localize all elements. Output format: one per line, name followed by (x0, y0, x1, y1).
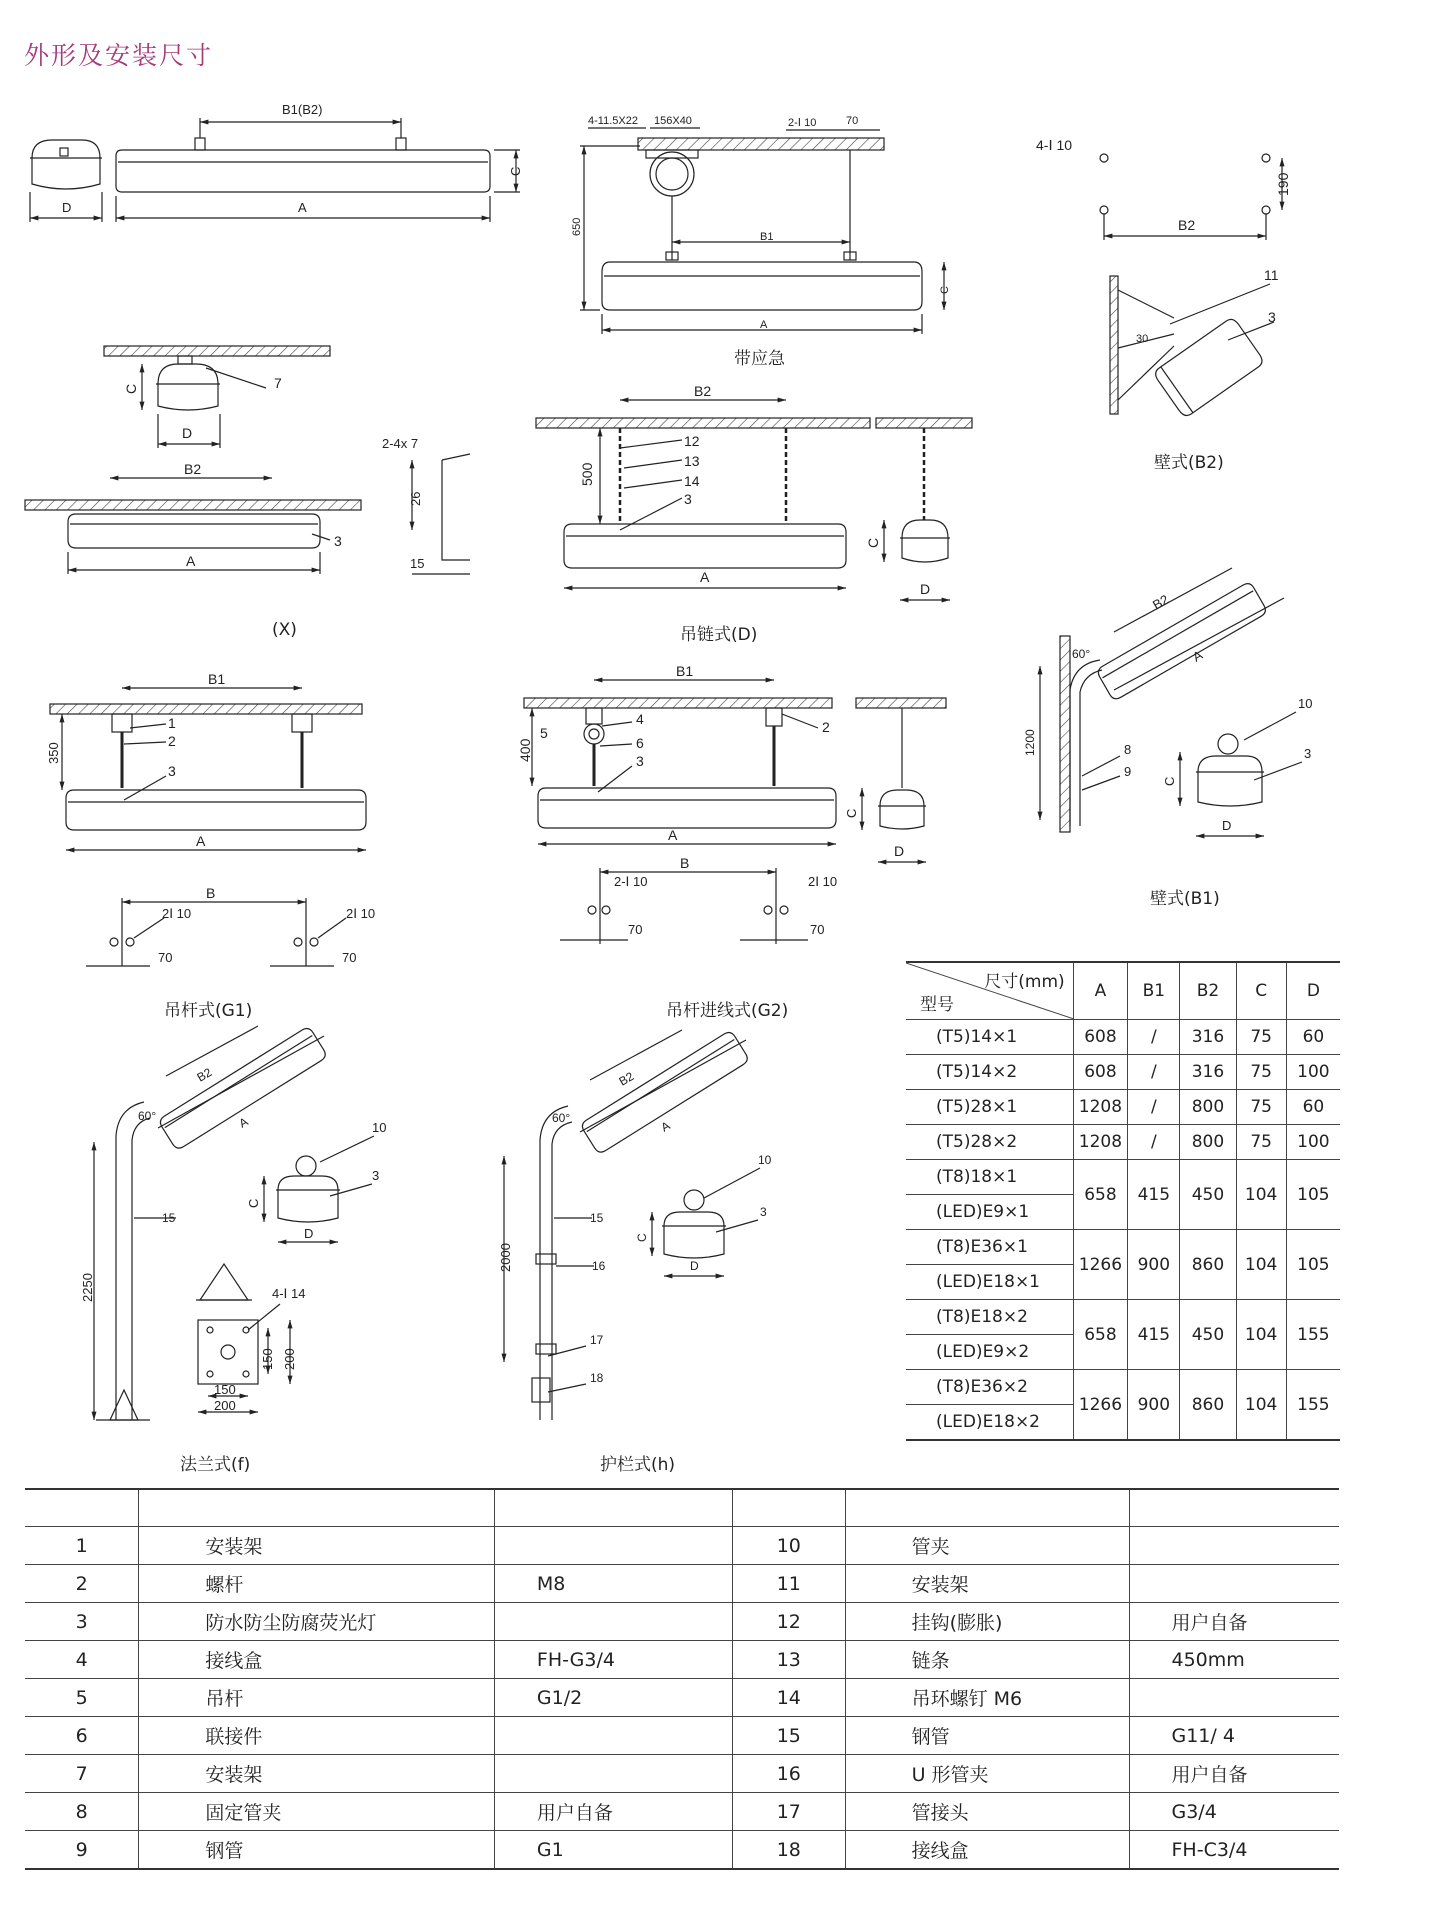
lbl-b1-d: D (1222, 818, 1232, 833)
value-cell: 75 (1236, 1090, 1286, 1125)
lbl-f-150h: 150 (214, 1382, 236, 1397)
table-row (906, 1090, 1340, 1125)
caption-wall-b1: 壁式(B1) (1150, 889, 1220, 909)
caption-rod-g1: 吊杆式(G1) (164, 1001, 253, 1021)
part-name: 管接头 (845, 1793, 1129, 1831)
lbl-g2-6: 6 (636, 735, 644, 751)
part-no: 18 (733, 1831, 846, 1870)
lbl-g1-b1: B1 (208, 671, 226, 687)
part-name: 钢管 (845, 1717, 1129, 1755)
lbl-ch-b2: B2 (694, 383, 712, 399)
lbl-b2-30: 30 (1136, 333, 1149, 345)
table-row (25, 1565, 1339, 1603)
fig-flange (94, 1026, 374, 1420)
value-cell: 800 (1180, 1090, 1236, 1125)
lbl-g2-b: B (680, 855, 690, 871)
table-row (906, 1370, 1340, 1405)
value-cell: 860 (1180, 1370, 1236, 1441)
value-cell: 316 (1180, 1055, 1236, 1090)
lbl-f-150v: 150 (260, 1348, 275, 1370)
part-spec: FH-C3/4 (1129, 1831, 1339, 1870)
part-spec (494, 1755, 732, 1793)
header-cell (845, 1489, 1129, 1527)
value-cell: 1266 (1073, 1370, 1128, 1441)
part-name: 防水防尘防腐荧光灯 (139, 1603, 494, 1641)
model-cell: (LED)E9×1 (906, 1195, 1073, 1230)
part-no: 1 (25, 1527, 139, 1565)
lbl-ch-500: 500 (579, 462, 595, 486)
value-cell: 1208 (1073, 1090, 1128, 1125)
part-no: 2 (25, 1565, 139, 1603)
part-no: 8 (25, 1793, 139, 1831)
model-cell: (T8)E18×2 (906, 1300, 1073, 1335)
lbl-x-a: A (186, 553, 196, 569)
model-cell: (LED)E18×2 (906, 1405, 1073, 1441)
model-cell: (T5)14×1 (906, 1020, 1073, 1055)
lbl-br-15: 15 (410, 556, 425, 571)
value-cell: 155 (1286, 1300, 1340, 1370)
page-title: 外形及安装尺寸 (24, 41, 214, 70)
value-cell: 1208 (1073, 1125, 1128, 1160)
lbl-b1-10: 10 (1298, 696, 1313, 711)
lbl-g1-b: B (206, 885, 216, 901)
lbl-f-c: C (246, 1198, 261, 1208)
table-row (906, 1020, 1340, 1055)
lbl-h-17: 17 (590, 1333, 604, 1347)
lbl-g1-slot2: 2Ⅰ 10 (346, 906, 376, 921)
fig-wall-b1 (1040, 568, 1302, 836)
lbl-b1-a: A (1190, 647, 1206, 665)
header-cell (494, 1489, 732, 1527)
lbl-g2-70b: 70 (810, 922, 825, 937)
part-spec: 用户自备 (1129, 1603, 1339, 1641)
value-cell: / (1128, 1090, 1180, 1125)
fig-rod-g2 (524, 680, 946, 944)
lbl-f-3: 3 (372, 1168, 380, 1183)
lbl-f-hole: 4-Ⅰ 14 (272, 1286, 306, 1301)
lbl-b1-9: 9 (1124, 764, 1132, 779)
part-spec: G1 (494, 1831, 732, 1870)
lbl-g1-a: A (196, 833, 206, 849)
value-cell: / (1128, 1125, 1180, 1160)
table-row (25, 1641, 1339, 1679)
lbl-x-d: D (182, 425, 193, 441)
lbl-g2-4: 4 (636, 711, 644, 727)
caption-x: (X) (272, 620, 297, 640)
value-cell: 860 (1180, 1230, 1236, 1300)
value-cell: 415 (1128, 1160, 1180, 1230)
lbl-c: C (508, 166, 523, 176)
value-cell: 658 (1073, 1160, 1128, 1230)
lbl-h-16: 16 (592, 1259, 606, 1273)
lbl-h-18: 18 (590, 1371, 604, 1385)
lbl-g2-d: D (894, 843, 905, 859)
lbl-emg-c: C (939, 286, 951, 294)
part-name: U 形管夹 (845, 1755, 1129, 1793)
lbl-b1-c: C (1162, 776, 1177, 786)
lbl-x-b2: B2 (184, 461, 202, 477)
lbl-g2-slot1: 2-Ⅰ 10 (614, 874, 648, 889)
part-no: 7 (25, 1755, 139, 1793)
lbl-f-d: D (304, 1226, 314, 1241)
value-cell: 450 (1180, 1300, 1236, 1370)
lbl-g1-70b: 70 (342, 950, 357, 965)
lbl-f-angle: 60° (138, 1109, 157, 1123)
dims-col-d: D (1286, 962, 1340, 1020)
lbl-ch-13: 13 (684, 453, 700, 469)
fig-x-type (25, 346, 361, 574)
table-row (25, 1603, 1339, 1641)
header-cell (1129, 1489, 1339, 1527)
lbl-h-3: 3 (760, 1205, 767, 1219)
lbl-f-2250: 2250 (80, 1273, 95, 1302)
dims-header-model: 型号 (920, 995, 954, 1015)
lbl-g2-3: 3 (636, 753, 644, 769)
table-row (25, 1527, 1339, 1565)
dimension-table (906, 961, 1340, 1441)
part-name: 吊环螺钉 M6 (845, 1679, 1129, 1717)
part-spec: 450mm (1129, 1641, 1339, 1679)
lbl-g1-70a: 70 (158, 950, 173, 965)
lbl-b2-3: 3 (1268, 309, 1276, 325)
value-cell: 75 (1236, 1055, 1286, 1090)
value-cell: 60 (1286, 1090, 1340, 1125)
part-spec: 用户自备 (1129, 1755, 1339, 1793)
lbl-a: A (298, 200, 307, 215)
part-no: 10 (733, 1527, 846, 1565)
part-spec: M8 (494, 1565, 732, 1603)
caption-chain: 吊链式(D) (680, 625, 758, 645)
lbl-g1-1: 1 (168, 715, 176, 731)
lbl-f-15: 15 (162, 1211, 176, 1225)
part-spec: G3/4 (1129, 1793, 1339, 1831)
lbl-f-b2: B2 (194, 1065, 215, 1085)
lbl-ch-12: 12 (684, 433, 700, 449)
part-spec (494, 1717, 732, 1755)
lbl-b1-3: 3 (1304, 746, 1312, 761)
lbl-g2-5: 5 (540, 725, 548, 741)
caption-rail: 护栏式(h) (600, 1455, 676, 1475)
lbl-g1-350: 350 (46, 742, 61, 764)
fig-chain (536, 400, 972, 600)
part-no: 16 (733, 1755, 846, 1793)
part-name: 安装架 (845, 1565, 1129, 1603)
fig-rod-g1 (50, 688, 366, 966)
table-row (25, 1755, 1339, 1793)
parts-table (25, 1488, 1339, 1870)
caption-wall-b2: 壁式(B2) (1154, 453, 1224, 473)
lbl-h-c: C (635, 1233, 649, 1242)
table-row (906, 1055, 1340, 1090)
dims-header-corner (906, 962, 1073, 1020)
dims-col-b1: B1 (1128, 962, 1180, 1020)
part-no: 5 (25, 1679, 139, 1717)
part-no: 17 (733, 1793, 846, 1831)
part-name: 安装架 (139, 1755, 494, 1793)
part-spec: G1/2 (494, 1679, 732, 1717)
parts-header-row (25, 1489, 1339, 1527)
lbl-emg-650: 650 (571, 217, 583, 236)
value-cell: 1266 (1073, 1230, 1128, 1300)
lbl-b1-8: 8 (1124, 742, 1132, 757)
lbl-x-3: 3 (334, 533, 342, 549)
fig-top-left (30, 118, 520, 222)
value-cell: 104 (1236, 1370, 1286, 1441)
value-cell: 104 (1236, 1230, 1286, 1300)
part-name: 管夹 (845, 1527, 1129, 1565)
value-cell: 155 (1286, 1370, 1340, 1441)
lbl-f-10: 10 (372, 1120, 387, 1135)
part-no: 12 (733, 1603, 846, 1641)
part-name: 链条 (845, 1641, 1129, 1679)
part-no: 3 (25, 1603, 139, 1641)
table-row (25, 1679, 1339, 1717)
header-cell (733, 1489, 846, 1527)
value-cell: 105 (1286, 1160, 1340, 1230)
model-cell: (T5)28×1 (906, 1090, 1073, 1125)
lbl-f-200h: 200 (214, 1398, 236, 1413)
value-cell: 800 (1180, 1125, 1236, 1160)
table-row (906, 1160, 1340, 1195)
lbl-emg-70: 70 (846, 115, 859, 127)
table-row (25, 1831, 1339, 1870)
value-cell: 450 (1180, 1160, 1236, 1230)
model-cell: (T8)E36×2 (906, 1370, 1073, 1405)
part-spec (1129, 1527, 1339, 1565)
dims-header-size: 尺寸(mm) (984, 972, 1065, 992)
part-name: 联接件 (139, 1717, 494, 1755)
caption-emergency: 带应急 (734, 349, 785, 369)
lbl-b2-b2: B2 (1178, 217, 1196, 233)
header-cell (139, 1489, 494, 1527)
value-cell: 608 (1073, 1020, 1128, 1055)
part-no: 13 (733, 1641, 846, 1679)
value-cell: 104 (1236, 1300, 1286, 1370)
lbl-h-a: A (658, 1118, 673, 1135)
lbl-g2-2: 2 (822, 719, 830, 735)
dims-header-row (906, 962, 1340, 1020)
part-spec: FH-G3/4 (494, 1641, 732, 1679)
table-row (906, 1125, 1340, 1160)
model-cell: (LED)E9×2 (906, 1335, 1073, 1370)
lbl-x-7: 7 (274, 375, 282, 391)
lbl-d: D (62, 200, 72, 215)
lbl-ch-d: D (920, 581, 931, 597)
lbl-g2-slot2: 2Ⅰ 10 (808, 874, 838, 889)
lbl-f-a: A (236, 1114, 251, 1131)
lbl-f-200v: 200 (282, 1348, 297, 1370)
lbl-g2-70a: 70 (628, 922, 643, 937)
lbl-g2-400: 400 (517, 738, 533, 762)
lbl-b1-b2: B2 (1150, 591, 1172, 613)
lbl-br-26: 26 (408, 491, 423, 506)
part-name: 吊杆 (139, 1679, 494, 1717)
part-spec: 用户自备 (494, 1793, 732, 1831)
value-cell: 100 (1286, 1125, 1340, 1160)
lbl-h-angle: 60° (552, 1111, 571, 1125)
model-cell: (T8)E36×1 (906, 1230, 1073, 1265)
lbl-g1-2: 2 (168, 733, 176, 749)
lbl-h-d: D (690, 1259, 699, 1273)
lbl-emg-box: 156X40 (654, 115, 692, 127)
model-cell: (LED)E18×1 (906, 1265, 1073, 1300)
value-cell: 60 (1286, 1020, 1340, 1055)
lbl-emg-slot: 2-Ⅰ 10 (788, 117, 817, 129)
caption-rod-g2: 吊杆进线式(G2) (666, 1001, 789, 1021)
part-no: 4 (25, 1641, 139, 1679)
model-cell: (T5)14×2 (906, 1055, 1073, 1090)
caption-flange: 法兰式(f) (180, 1455, 251, 1475)
lbl-h-10: 10 (758, 1153, 772, 1167)
part-name: 螺杆 (139, 1565, 494, 1603)
value-cell: / (1128, 1020, 1180, 1055)
lbl-x-c: C (123, 383, 139, 394)
part-spec (494, 1527, 732, 1565)
lbl-h-b2: B2 (616, 1069, 637, 1089)
value-cell: 100 (1286, 1055, 1340, 1090)
dims-col-c: C (1236, 962, 1286, 1020)
part-no: 15 (733, 1717, 846, 1755)
part-name: 固定管夹 (139, 1793, 494, 1831)
lbl-ch-c: C (865, 537, 881, 548)
part-name: 接线盒 (845, 1831, 1129, 1870)
part-no: 6 (25, 1717, 139, 1755)
table-row (25, 1717, 1339, 1755)
fig-rail (504, 1030, 760, 1420)
part-spec: G11/ 4 (1129, 1717, 1339, 1755)
value-cell: / (1128, 1055, 1180, 1090)
lbl-h-15: 15 (590, 1211, 604, 1225)
value-cell: 316 (1180, 1020, 1236, 1055)
value-cell: 75 (1236, 1020, 1286, 1055)
part-spec (1129, 1679, 1339, 1717)
model-cell: (T8)18×1 (906, 1160, 1073, 1195)
dims-col-b2: B2 (1180, 962, 1236, 1020)
lbl-b1-1200: 1200 (1023, 729, 1037, 756)
table-row (25, 1793, 1339, 1831)
value-cell: 900 (1128, 1230, 1180, 1300)
lbl-g1-slot1: 2Ⅰ 10 (162, 906, 192, 921)
part-no: 11 (733, 1565, 846, 1603)
value-cell: 608 (1073, 1055, 1128, 1090)
value-cell: 658 (1073, 1300, 1128, 1370)
part-spec (494, 1603, 732, 1641)
lbl-g2-a: A (668, 827, 678, 843)
value-cell: 105 (1286, 1230, 1340, 1300)
header-cell (25, 1489, 139, 1527)
lbl-h-2000: 2000 (498, 1243, 513, 1272)
lbl-b2-11: 11 (1264, 267, 1279, 283)
lbl-b2-slot: 4-Ⅰ 10 (1036, 137, 1073, 153)
part-name: 钢管 (139, 1831, 494, 1870)
part-no: 14 (733, 1679, 846, 1717)
part-spec (1129, 1565, 1339, 1603)
lbl-b2-190: 190 (1275, 172, 1291, 196)
value-cell: 415 (1128, 1300, 1180, 1370)
dims-col-a: A (1073, 962, 1128, 1020)
part-no: 9 (25, 1831, 139, 1870)
lbl-ch-14: 14 (684, 473, 700, 489)
lbl-b1b2: B1(B2) (282, 102, 323, 117)
lbl-b1-angle: 60° (1072, 647, 1091, 661)
part-name: 接线盒 (139, 1641, 494, 1679)
value-cell: 104 (1236, 1160, 1286, 1230)
lbl-g2-c: C (844, 808, 859, 818)
model-cell: (T5)28×2 (906, 1125, 1073, 1160)
lbl-emg-b1: B1 (760, 231, 774, 243)
table-row (906, 1230, 1340, 1265)
lbl-emg-a: A (760, 319, 768, 331)
fig-wall-b2 (1100, 154, 1282, 418)
lbl-emg-hole: 4-11.5X22 (588, 115, 638, 127)
value-cell: 75 (1236, 1125, 1286, 1160)
value-cell: 900 (1128, 1370, 1180, 1441)
lbl-ch-a: A (700, 569, 710, 585)
part-name: 安装架 (139, 1527, 494, 1565)
table-row (906, 1300, 1340, 1335)
lbl-g1-3: 3 (168, 763, 176, 779)
lbl-g2-b1: B1 (676, 663, 694, 679)
part-name: 挂钩(膨胀) (845, 1603, 1129, 1641)
lbl-ch-3: 3 (684, 491, 692, 507)
lbl-br-hole: 2-4x 7 (382, 436, 419, 451)
